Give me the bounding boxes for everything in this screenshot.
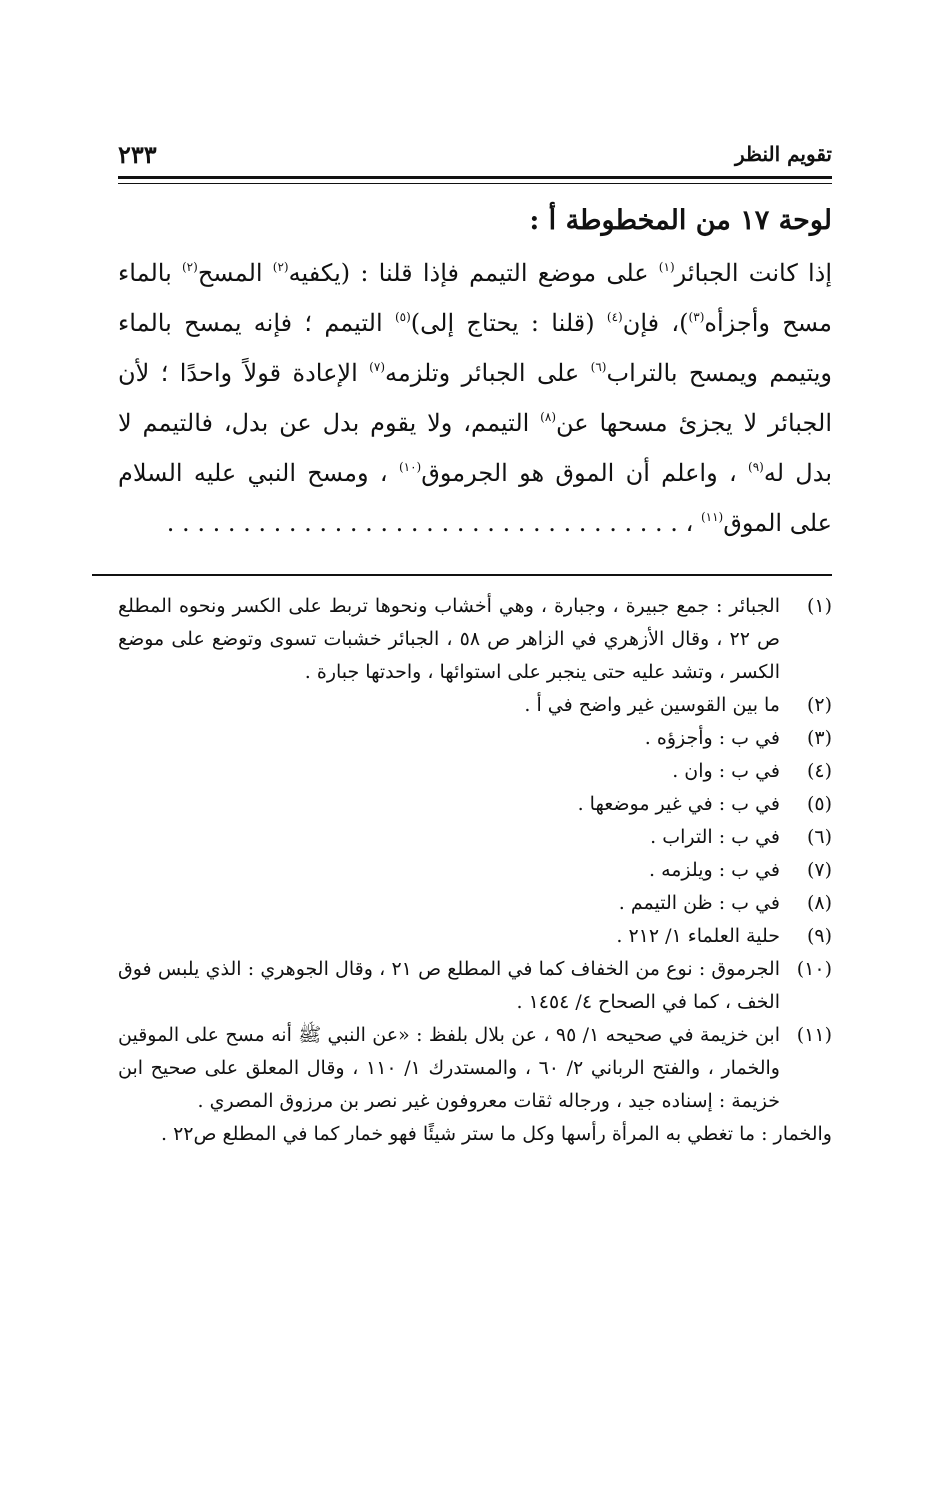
running-header — [118, 138, 832, 174]
footnote-ref: (٢) — [272, 260, 289, 274]
text-run: إذا كانت الجبائر — [674, 259, 832, 287]
footnote-item — [118, 788, 832, 821]
footnote-number: (١٠) — [796, 958, 832, 980]
page-number: ٢٣٣ — [118, 140, 157, 169]
footnote-ref: (٥) — [394, 310, 411, 324]
text-run: بالماء مسح وأجزأه — [118, 259, 832, 337]
footnote-ref: (٨) — [540, 410, 556, 424]
footnote-number: (٨) — [806, 892, 832, 914]
footnote-item — [118, 953, 832, 1019]
body-paragraph — [118, 248, 832, 548]
footnote-text: ما بين القوسين غير واضح في أ . — [524, 694, 780, 716]
footnote-item — [118, 1019, 832, 1118]
footnote-text: الجرموق : نوع من الخفاف كما في المطلع ص ٢١ ، وقال الجوهري : الذي يلبس فوق الخف ، كما في الصحاح ٤/ ١٤٥٤ . — [118, 958, 780, 1013]
footnote-ref: (٧) — [369, 360, 385, 374]
footnote-text: الجبائر : جمع جبيرة ، وجبارة ، وهي أخشاب ونحوها تربط على الكسر ونحوه المطلع ص ٢٢ ، وقال الأزهري في الزاهر ص ٥٨ ، الجبائر خشبات تسوى وتوضع على موضع الكسر ، وتشد عليه حتى ينجبر على استوائها ، واحدتها جبارة . — [118, 595, 780, 683]
text-run: الإعادة قولاً واحدًا ؛ لأن الجبائر لا يجزئ مسحها عن — [118, 359, 832, 437]
footnote-ref: (٦) — [590, 360, 607, 374]
footnote-number: (٦) — [806, 826, 832, 848]
footnote-text: في ب : وان . — [672, 760, 780, 782]
text-run: التيمم ؛ فإنه يمسح بالماء ويتيمم ويمسح بالتراب — [118, 309, 832, 387]
text-run: ، واعلم أن الموق هو الجرموق — [421, 459, 748, 487]
footnote-number: (٤) — [806, 760, 832, 782]
footnote-text: ابن خزيمة في صحيحه ١/ ٩٥ ، عن بلال بلفظ : «عن النبي ﷺ أنه مسح على الموقين والخمار ، والفتح الرباني ٢/ ٦٠ ، والمستدرك ١/ ١١٠ ، وقال المعلق على صحيح ابن خزيمة : إسناده جيد ، ورجاله ثقات معروفون غير نصر بن مرزوق المصري . — [118, 1024, 780, 1112]
footnotes-block — [118, 590, 832, 1151]
ellipsis-dots: . . . . . . . . . . . . . . . . . . . . . . . . . . . . . . . . . . — [166, 509, 678, 537]
footnote-number: (٥) — [806, 793, 832, 815]
footnote-ref: (١١) — [700, 510, 724, 524]
text-run: )، فإن — [622, 309, 689, 337]
footnote-item — [118, 821, 832, 854]
text-run: على موضع التيمم فإذا قلنا : (يكفيه — [288, 259, 659, 287]
section-heading: لوحة ١٧ من المخطوطة أ : — [529, 205, 832, 236]
header-rule-thin — [118, 183, 832, 184]
footnote-number: (٧) — [806, 859, 832, 881]
footnote-number: (١) — [806, 595, 832, 617]
footnote-item — [118, 689, 832, 722]
footnote-text: حلية العلماء ١/ ٢١٢ . — [616, 925, 780, 947]
footnote-item — [118, 590, 832, 689]
footnote-number: (٢) — [806, 694, 832, 716]
footnote-number: (٣) — [806, 727, 832, 749]
footnote-ref: (١٠) — [398, 460, 422, 474]
footnote-ref: (١) — [658, 260, 675, 274]
header-rule-thick — [118, 176, 832, 179]
text-run: المسح — [197, 259, 273, 287]
footnote-item — [118, 722, 832, 755]
main-text-block — [118, 205, 832, 548]
footnote-ref: (٩) — [748, 460, 764, 474]
footnote-text: في ب : ظن التيمم . — [618, 892, 780, 914]
text-run: على الجبائر وتلزمه — [385, 359, 591, 387]
book-title: تقويم النظر — [735, 142, 832, 166]
footnote-text: في ب : ويلزمه . — [648, 859, 780, 881]
footnote-number: (١١) — [796, 1024, 832, 1046]
footnote-number: (٩) — [806, 925, 832, 947]
footnote-ref: (٤) — [606, 310, 623, 324]
text-run: التيمم، ولا يقوم بدل عن بدل، فالتيمم لا بدل له — [118, 409, 833, 487]
footnote-text: في ب : التراب . — [650, 826, 780, 848]
footnote-separator — [92, 574, 832, 576]
footnote-ref: (٢) — [181, 260, 198, 274]
text-run: ، ومسح النبي عليه السلام على الموق — [118, 459, 832, 537]
footnote-text: في ب : في غير موضعها . — [577, 793, 780, 815]
footnote-text: في ب : وأجزؤه . — [644, 727, 780, 749]
text-run: ، — [685, 509, 701, 537]
footnote-ref: (٣) — [688, 310, 705, 324]
footnote-item — [118, 755, 832, 788]
text-run: (قلنا : يحتاج إلى) — [410, 309, 607, 337]
footnote-item — [118, 887, 832, 920]
footnote-continuation: والخمار : ما تغطي به المرأة رأسها وكل ما ستر شيئًا فهو خمار كما في المطلع ص٢٢ . — [160, 1123, 832, 1145]
footnote-item — [118, 920, 832, 953]
footnote-item — [118, 854, 832, 887]
